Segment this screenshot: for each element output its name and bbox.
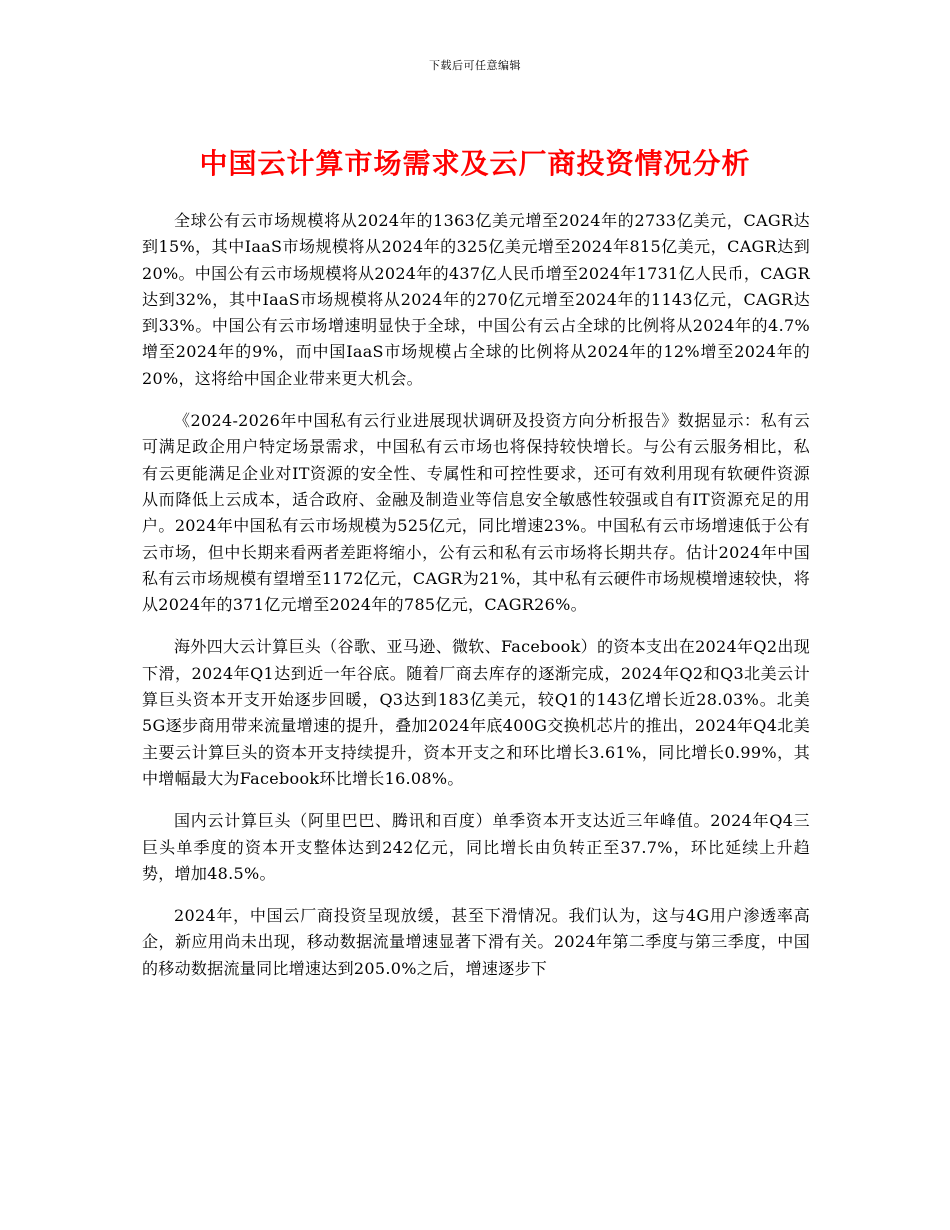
document-body (142, 208, 810, 998)
paragraph-overseas-capex: 海外四大云计算巨头（谷歌、亚马逊、微软、Facebook）的资本支出在2024年Q2出现下滑，2024年Q1达到近一年谷底。随着厂商去库存的逐渐完成，2024年Q2和Q3北美云计算巨头资本开支开始逐步回暖，Q3达到183亿美元，较Q1的143亿增长近28.03%。北美5G逐步商用带来流量增速的提升，叠加2024年底400G交换机芯片的推出，2024年Q4北美主要云计算巨头的资本开支持续提升，资本开支之和环比增长3.61%，同比增长0.99%，其中增幅最大为Facebook环比增长16.08%。 (142, 637, 810, 788)
document-title: 中国云计算市场需求及云厂商投资情况分析 (199, 147, 751, 180)
paragraph-china-investment: 2024年，中国云厂商投资呈现放缓，甚至下滑情况。我们认为，这与4G用户渗透率高企，新应用尚未出现，移动数据流量增速显著下滑有关。2024年第二季度与第三季度，中国的移动数据流量同比增速达到205.0%之后，增速逐步下 (142, 906, 810, 978)
paragraph-global-public-cloud: 全球公有云市场规模将从2024年的1363亿美元增至2024年的2733亿美元，CAGR达到15%，其中IaaS市场规模将从2024年的325亿美元增至2024年815亿美元，CAGR达到20%。中国公有云市场规模将从2024年的437亿人民币增至2024年1731亿人民币，CAGR达到32%，其中IaaS市场规模将从2024年的270亿元增至2024年的1143亿元，CAGR达到33%。中国公有云市场增速明显快于全球，中国公有云占全球的比例将从2024年的4.7%增至2024年的9%，而中国IaaS市场规模占全球的比例将从2024年的12%增至2024年的20%，这将给中国企业带来更大机会。 (142, 211, 810, 388)
paragraph-private-cloud: 《2024-2026年中国私有云行业进展现状调研及投资方向分析报告》数据显示：私有云可满足政企用户特定场景需求，中国私有云市场也将保持较快增长。与公有云服务相比，私有云更能满足企业对IT资源的安全性、专属性和可控性要求，还可有效利用现有软硬件资源从而降低上云成本，适合政府、金融及制造业等信息安全敏感性较强或自有IT资源充足的用户。2024年中国私有云市场规模为525亿元，同比增速23%。中国私有云市场增速低于公有云市场，但中长期来看两者差距将缩小，公有云和私有云市场将长期共存。估计2024年中国私有云市场规模有望增至1172亿元，CAGR为21%，其中私有云硬件市场规模增速较快，将从2024年的371亿元增至2024年的785亿元，CAGR26%。 (142, 411, 810, 615)
paragraph-domestic-capex: 国内云计算巨头（阿里巴巴、腾讯和百度）单季资本开支达近三年峰值。2024年Q4三巨头单季度的资本开支整体达到242亿元，同比增长由负转正至37.7%，环比延续上升趋势，增加48.5%。 (142, 811, 810, 883)
header-note: 下载后可任意编辑 (429, 59, 521, 72)
